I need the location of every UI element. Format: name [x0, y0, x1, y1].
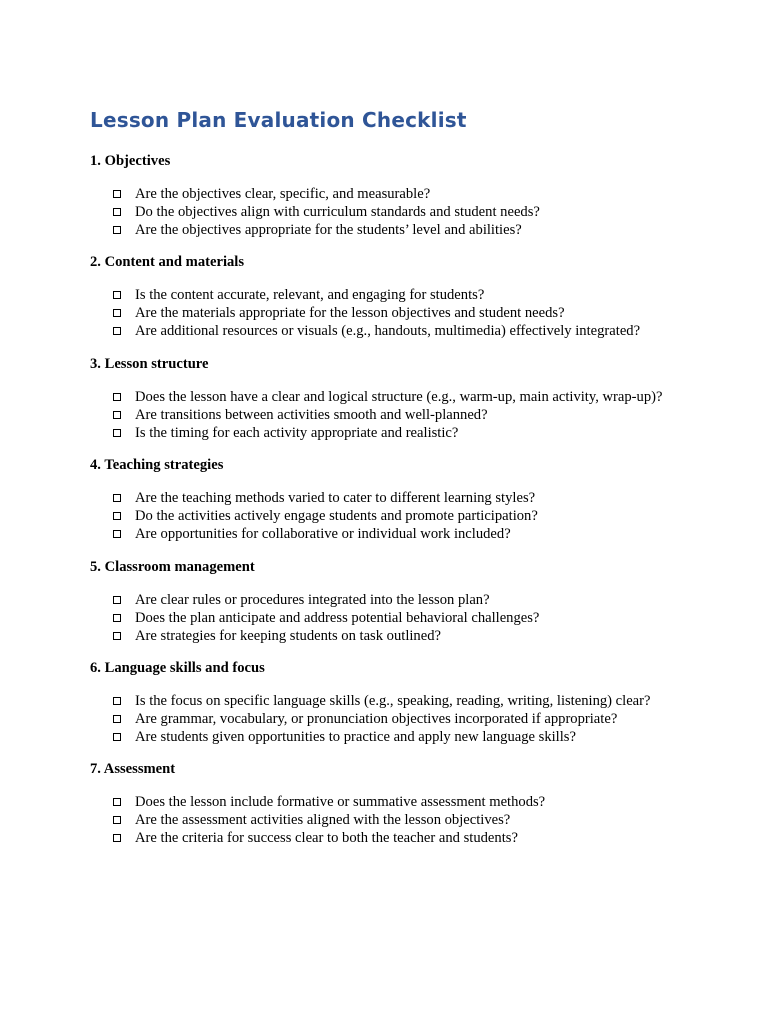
checklist-item[interactable] — [90, 424, 690, 442]
checkbox-icon[interactable] — [113, 393, 121, 401]
checklist-item[interactable] — [90, 627, 690, 645]
section-heading: 7. Assessment — [90, 761, 176, 778]
checklist-item-text: Are the objectives appropriate for the students’ level and abilities? — [135, 222, 522, 238]
section-heading: 4. Teaching strategies — [90, 457, 224, 474]
checklist-item[interactable] — [90, 591, 690, 609]
checklist-item-text: Does the plan anticipate and address potential behavioral challenges? — [135, 609, 540, 626]
section-heading: 1. Objectives — [90, 153, 171, 169]
checkbox-icon[interactable] — [113, 816, 121, 824]
checklist-item-text: Is the focus on specific language skills (e.g., speaking, reading, writing, listening) clear? — [135, 692, 651, 709]
checklist-section-3 — [90, 352, 690, 442]
checklist-item[interactable] — [90, 388, 690, 406]
checklist-item[interactable] — [90, 286, 690, 304]
checkbox-icon[interactable] — [113, 309, 121, 317]
checkbox-icon[interactable] — [113, 494, 121, 502]
checklist-sections — [90, 149, 690, 859]
checklist-items — [90, 692, 690, 746]
checklist-section-4 — [90, 453, 690, 543]
checklist-item-text: Are the assessment activities aligned with the lesson objectives? — [135, 812, 511, 829]
checklist-item-text: Are the criteria for success clear to both the teacher and students? — [135, 830, 518, 847]
checkbox-icon[interactable] — [113, 411, 121, 419]
checkbox-icon[interactable] — [113, 733, 121, 741]
checklist-item[interactable] — [90, 185, 690, 203]
checkbox-icon[interactable] — [113, 632, 121, 640]
checkbox-icon[interactable] — [113, 596, 121, 604]
checkbox-icon[interactable] — [113, 429, 121, 437]
checklist-item-text: Does the lesson have a clear and logical structure (e.g., warm-up, main activity, wrap-up)? — [135, 388, 663, 405]
checkbox-icon[interactable] — [113, 291, 121, 299]
page-title: Lesson Plan Evaluation Checklist — [90, 108, 467, 132]
checklist-items — [90, 185, 690, 239]
checklist-section-2 — [90, 250, 690, 340]
checklist-item-text: Are the materials appropriate for the lesson objectives and student needs? — [135, 305, 565, 322]
checklist-items — [90, 286, 690, 340]
checklist-item[interactable] — [90, 221, 690, 239]
checklist-item-text: Do the activities actively engage students and promote participation? — [135, 508, 538, 525]
checklist-item[interactable] — [90, 829, 690, 847]
checklist-items — [90, 793, 690, 847]
section-heading: 6. Language skills and focus — [90, 659, 265, 676]
section-heading: 2. Content and materials — [90, 254, 245, 271]
checklist-item-text: Are clear rules or procedures integrated into the lesson plan? — [135, 591, 490, 608]
checklist-section-7 — [90, 757, 690, 847]
checklist-section-1 — [90, 149, 690, 239]
checklist-item-text: Are grammar, vocabulary, or pronunciation objectives incorporated if appropriate? — [135, 710, 618, 727]
checklist-item-text: Are the objectives clear, specific, and measurable? — [135, 186, 431, 202]
checklist-section-5 — [90, 555, 690, 645]
checkbox-icon[interactable] — [113, 208, 121, 216]
checklist-item[interactable] — [90, 811, 690, 829]
checklist-item-text: Are strategies for keeping students on task outlined? — [135, 627, 441, 644]
checklist-item[interactable] — [90, 692, 690, 710]
checklist-items — [90, 591, 690, 645]
checklist-item-text: Is the timing for each activity appropriate and realistic? — [135, 424, 459, 441]
checklist-item[interactable] — [90, 728, 690, 746]
checklist-item[interactable] — [90, 793, 690, 811]
checklist-item-text: Are students given opportunities to practice and apply new language skills? — [135, 728, 576, 745]
checklist-item[interactable] — [90, 489, 690, 507]
checkbox-icon[interactable] — [113, 226, 121, 234]
checklist-items — [90, 388, 690, 442]
checklist-items — [90, 489, 690, 543]
checklist-item-text: Are the teaching methods varied to cater to different learning styles? — [135, 490, 536, 507]
checkbox-icon[interactable] — [113, 798, 121, 806]
checkbox-icon[interactable] — [113, 190, 121, 198]
checklist-item[interactable] — [90, 304, 690, 322]
checklist-item[interactable] — [90, 710, 690, 728]
checklist-section-6 — [90, 656, 690, 746]
checklist-item-text: Is the content accurate, relevant, and engaging for students? — [135, 287, 485, 304]
checkbox-icon[interactable] — [113, 697, 121, 705]
checkbox-icon[interactable] — [113, 834, 121, 842]
checkbox-icon[interactable] — [113, 614, 121, 622]
checklist-item-text: Does the lesson include formative or summative assessment methods? — [135, 794, 546, 811]
section-heading: 3. Lesson structure — [90, 355, 209, 372]
checklist-item-text: Are transitions between activities smooth and well-planned? — [135, 406, 488, 423]
checklist-item-text: Do the objectives align with curriculum standards and student needs? — [135, 204, 540, 220]
checklist-item[interactable] — [90, 609, 690, 627]
checklist-item[interactable] — [90, 203, 690, 221]
checklist-item[interactable] — [90, 406, 690, 424]
checklist-item[interactable] — [90, 507, 690, 525]
checklist-item[interactable] — [90, 525, 690, 543]
checklist-item-text: Are additional resources or visuals (e.g., handouts, multimedia) effectively integrated? — [135, 323, 641, 340]
checkbox-icon[interactable] — [113, 327, 121, 335]
checkbox-icon[interactable] — [113, 530, 121, 538]
checkbox-icon[interactable] — [113, 715, 121, 723]
checkbox-icon[interactable] — [113, 512, 121, 520]
section-heading: 5. Classroom management — [90, 558, 255, 575]
checklist-item-text: Are opportunities for collaborative or individual work included? — [135, 526, 511, 543]
checklist-item[interactable] — [90, 322, 690, 340]
